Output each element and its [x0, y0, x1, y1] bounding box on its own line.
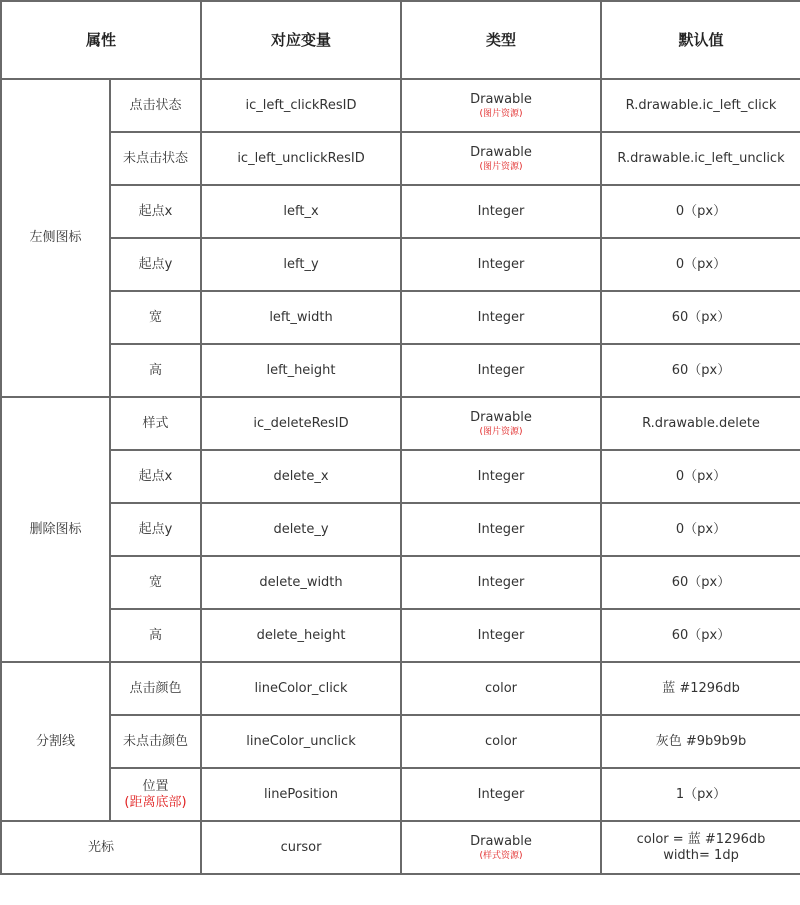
- type-cell: [401, 132, 601, 185]
- variable-cell: ic_left_unclickResID: [201, 132, 401, 185]
- sub-attribute: [110, 768, 201, 821]
- type-cell: color: [401, 715, 601, 768]
- variable-cell: left_height: [201, 344, 401, 397]
- sub-attribute: 高: [110, 344, 201, 397]
- default-cell: R.drawable.ic_left_unclick: [601, 132, 800, 185]
- default-cell: 60（px）: [601, 344, 800, 397]
- table-row: [1, 79, 800, 132]
- type-note: (图片资源): [479, 426, 523, 437]
- sub-attribute: 起点x: [110, 450, 201, 503]
- default-cell: 0（px）: [601, 450, 800, 503]
- table-row: [1, 185, 800, 238]
- table-row: [1, 556, 800, 609]
- sub-attribute: 起点x: [110, 185, 201, 238]
- type-note: (图片资源): [479, 108, 523, 119]
- sub-attribute-note: (距离底部): [124, 794, 187, 810]
- variable-cell: left_y: [201, 238, 401, 291]
- variable-cell: lineColor_click: [201, 662, 401, 715]
- sub-attribute: 起点y: [110, 238, 201, 291]
- table-row: [1, 503, 800, 556]
- variable-cell: left_x: [201, 185, 401, 238]
- variable-cell: delete_height: [201, 609, 401, 662]
- default-cell: 0（px）: [601, 238, 800, 291]
- type-text: Drawable: [470, 144, 532, 160]
- default-cell: 1（px）: [601, 768, 800, 821]
- type-note: (图片资源): [479, 161, 523, 172]
- sub-attribute: 点击颜色: [110, 662, 201, 715]
- sub-attribute: 起点y: [110, 503, 201, 556]
- default-line-1: color = 蓝 #1296db: [636, 831, 766, 847]
- table-row: [1, 821, 800, 874]
- sub-attribute: 样式: [110, 397, 201, 450]
- sub-attribute: 未点击状态: [110, 132, 201, 185]
- type-cell: [401, 821, 601, 874]
- default-cell: 灰色 #9b9b9b: [601, 715, 800, 768]
- type-cell: Integer: [401, 768, 601, 821]
- table-row: [1, 450, 800, 503]
- table-row: [1, 132, 800, 185]
- table-row: [1, 291, 800, 344]
- table-row: [1, 238, 800, 291]
- variable-cell: delete_y: [201, 503, 401, 556]
- table-row: [1, 397, 800, 450]
- type-cell: Integer: [401, 503, 601, 556]
- type-text: Drawable: [470, 833, 532, 849]
- sub-attribute: 宽: [110, 291, 201, 344]
- type-text: Drawable: [470, 91, 532, 107]
- type-cell: color: [401, 662, 601, 715]
- group-delete-icon: 删除图标: [1, 397, 110, 662]
- variable-cell: delete_x: [201, 450, 401, 503]
- variable-cell: delete_width: [201, 556, 401, 609]
- type-cell: Integer: [401, 344, 601, 397]
- group-divider: 分割线: [1, 662, 110, 821]
- type-cell: Integer: [401, 609, 601, 662]
- table-row: [1, 768, 800, 821]
- table-row: [1, 715, 800, 768]
- group-cursor: 光标: [1, 821, 201, 874]
- type-cell: Integer: [401, 450, 601, 503]
- variable-cell: ic_left_clickResID: [201, 79, 401, 132]
- default-cell: R.drawable.ic_left_click: [601, 79, 800, 132]
- type-cell: [401, 397, 601, 450]
- sub-attribute: 宽: [110, 556, 201, 609]
- header-variable: 对应变量: [201, 1, 401, 79]
- default-cell: 60（px）: [601, 609, 800, 662]
- sub-attribute: 点击状态: [110, 79, 201, 132]
- default-cell: [601, 821, 800, 874]
- type-text: Drawable: [470, 409, 532, 425]
- sub-attribute: 高: [110, 609, 201, 662]
- default-cell: R.drawable.delete: [601, 397, 800, 450]
- type-cell: Integer: [401, 185, 601, 238]
- type-cell: [401, 79, 601, 132]
- type-cell: Integer: [401, 291, 601, 344]
- table-row: [1, 662, 800, 715]
- default-cell: 60（px）: [601, 556, 800, 609]
- table-row: [1, 609, 800, 662]
- sub-attribute-text: 位置: [142, 778, 169, 794]
- default-cell: 60（px）: [601, 291, 800, 344]
- default-line-2: width= 1dp: [663, 847, 739, 863]
- type-cell: Integer: [401, 238, 601, 291]
- variable-cell: cursor: [201, 821, 401, 874]
- group-left-icon: 左侧图标: [1, 79, 110, 397]
- table-row: [1, 344, 800, 397]
- default-cell: 0（px）: [601, 185, 800, 238]
- default-cell: 0（px）: [601, 503, 800, 556]
- variable-cell: ic_deleteResID: [201, 397, 401, 450]
- type-cell: Integer: [401, 556, 601, 609]
- header-attribute: 属性: [1, 1, 201, 79]
- sub-attribute: 未点击颜色: [110, 715, 201, 768]
- header-type: 类型: [401, 1, 601, 79]
- variable-cell: linePosition: [201, 768, 401, 821]
- type-note: (样式资源): [479, 850, 523, 861]
- variable-cell: left_width: [201, 291, 401, 344]
- default-cell: 蓝 #1296db: [601, 662, 800, 715]
- header-row: [1, 1, 800, 79]
- header-default: 默认值: [601, 1, 800, 79]
- variable-cell: lineColor_unclick: [201, 715, 401, 768]
